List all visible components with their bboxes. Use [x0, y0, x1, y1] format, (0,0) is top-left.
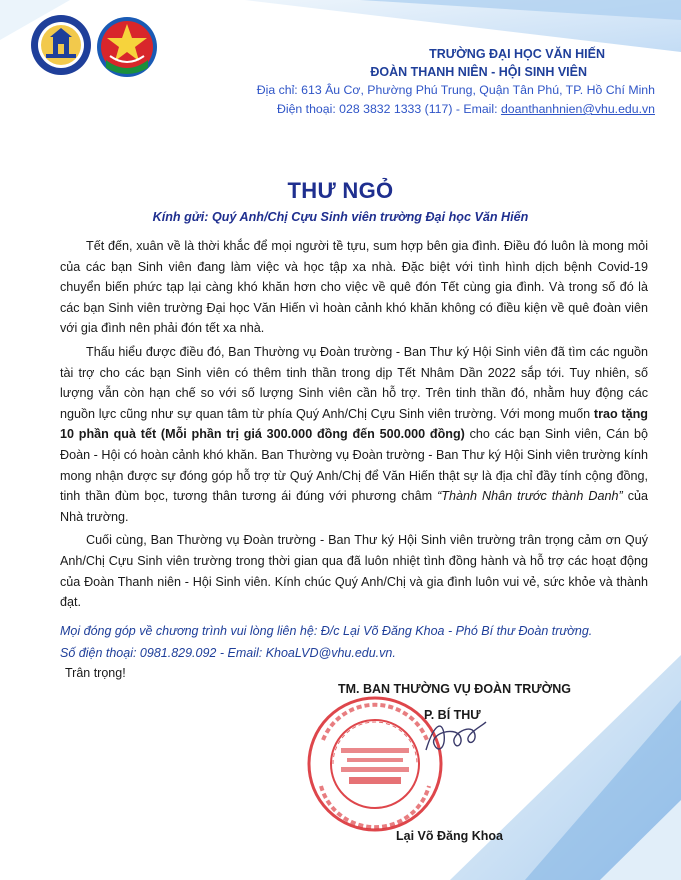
letterhead [257, 45, 655, 119]
closing: Trân trọng! [65, 666, 126, 680]
gift-highlight: trao tặng 10 phần quà tết (Mỗi phần trị giá 300.000 đồng đến 500.000 đồng) [60, 406, 648, 442]
signer-name: Lại Võ Đăng Khoa [396, 829, 503, 843]
paragraph-2 [60, 342, 648, 527]
vhu-logo [30, 14, 92, 76]
email-link[interactable]: doanthanhnien@vhu.edu.vn [500, 102, 655, 116]
signature-role: P. BÍ THƯ [424, 708, 481, 722]
paragraph-2-middle: cho các bạn Sinh viên, Cán bộ Đoàn - Hội có hoàn cảnh khó khăn. Ban Thường vụ Đoàn trường - Ban Thư ký Hội Sinh viên trường kính mong nhận được sự đóng góp hỗ trợ từ Quý Anh/Chị để Văn Hiến thật sự là địa chỉ đầy tính cộng đồng, tinh thần đùm bọc, tương thân tương ái đúng với phương châm [60, 427, 649, 504]
letter-body [60, 236, 648, 616]
phone-email-line [257, 100, 655, 119]
paragraph-1: Tết đến, xuân về là thời khắc để mọi người tề tựu, sum hợp bên gia đình. Điều đó luôn là mong mỏi của các bạn Sinh viên đang làm việc và học tập xa nhà. Đặc biệt với tình hình dịch bệnh Covid-19 chuyển biến phức tạp lại càng khó khăn hơn cho việc về quê đón Tết cùng gia đình. Và trong số đó là các bạn Sinh viên trường Đại học Văn Hiến vì hoàn cảnh khó khăn không có điều kiện về quê đoàn viên với gia đình nên phải đón tết xa nhà. [60, 239, 648, 336]
address: Địa chỉ: 613 Âu Cơ, Phường Phú Trung, Quận Tân Phú, TP. Hồ Chí Minh [256, 83, 655, 97]
contact-line-1: Mọi đóng góp về chương trình vui lòng liên hệ: Đ/c Lại Võ Đăng Khoa - Phó Bí thư Đoàn trường. [60, 624, 593, 638]
letter-greeting: Kính gửi: Quý Anh/Chị Cựu Sinh viên trường Đại học Văn Hiến [152, 210, 529, 224]
phone-text: Điện thoại: 028 3832 1333 (117) - Email: [276, 102, 501, 116]
contact-line-2: Số điện thoại: 0981.829.092 - Email: KhoaLVD@vhu.edu.vn. [60, 645, 396, 660]
motto: “Thành Nhân trước thành Danh” [437, 489, 623, 504]
letter-title: THƯ NGỎ [287, 178, 394, 203]
youth-union-logo [96, 16, 158, 78]
paragraph-2-start: Thấu hiểu được điều đó, Ban Thường vụ Đoàn trường - Ban Thư ký Hội Sinh viên đã tìm các nguồn tài trợ cho các bạn Sinh viên có thêm tinh thần trong dịp Tết Nhâm Dần 2022 sắp tới. Tuy nhiên, số lượng vẫn còn hạn chế so với số lượng Sinh viên cần hỗ trợ. Trên tinh thần đó, nhằm huy động các nguồn lực cũng như sự quan tâm từ phía Quý Anh/Chị Cựu Sinh viên trường. Với mong muốn [60, 344, 648, 421]
paragraph-3: Cuối cùng, Ban Thường vụ Đoàn trường - Ban Thư ký Hội Sinh viên trường trân trọng cảm ơn Quý Anh/Chị Cựu Sinh viên trường trong thời gian qua đã luôn nhiệt tình đồng hành và hỗ trợ các hoạt động của Đoàn Thanh niên - Hội Sinh viên. Kính chúc Quý Anh/Chị và gia đình luôn vui vẻ, sức khỏe và thành đạt. [60, 533, 648, 610]
paragraph-2-end: của Nhà trường. [60, 489, 648, 524]
union-name: ĐOÀN THANH NIÊN - HỘI SINH VIÊN [370, 65, 587, 79]
university-name: TRƯỜNG ĐẠI HỌC VĂN HIẾN [429, 47, 605, 61]
signature-title: TM. BAN THƯỜNG VỤ ĐOÀN TRƯỜNG [338, 682, 572, 696]
contact-info [60, 621, 592, 664]
